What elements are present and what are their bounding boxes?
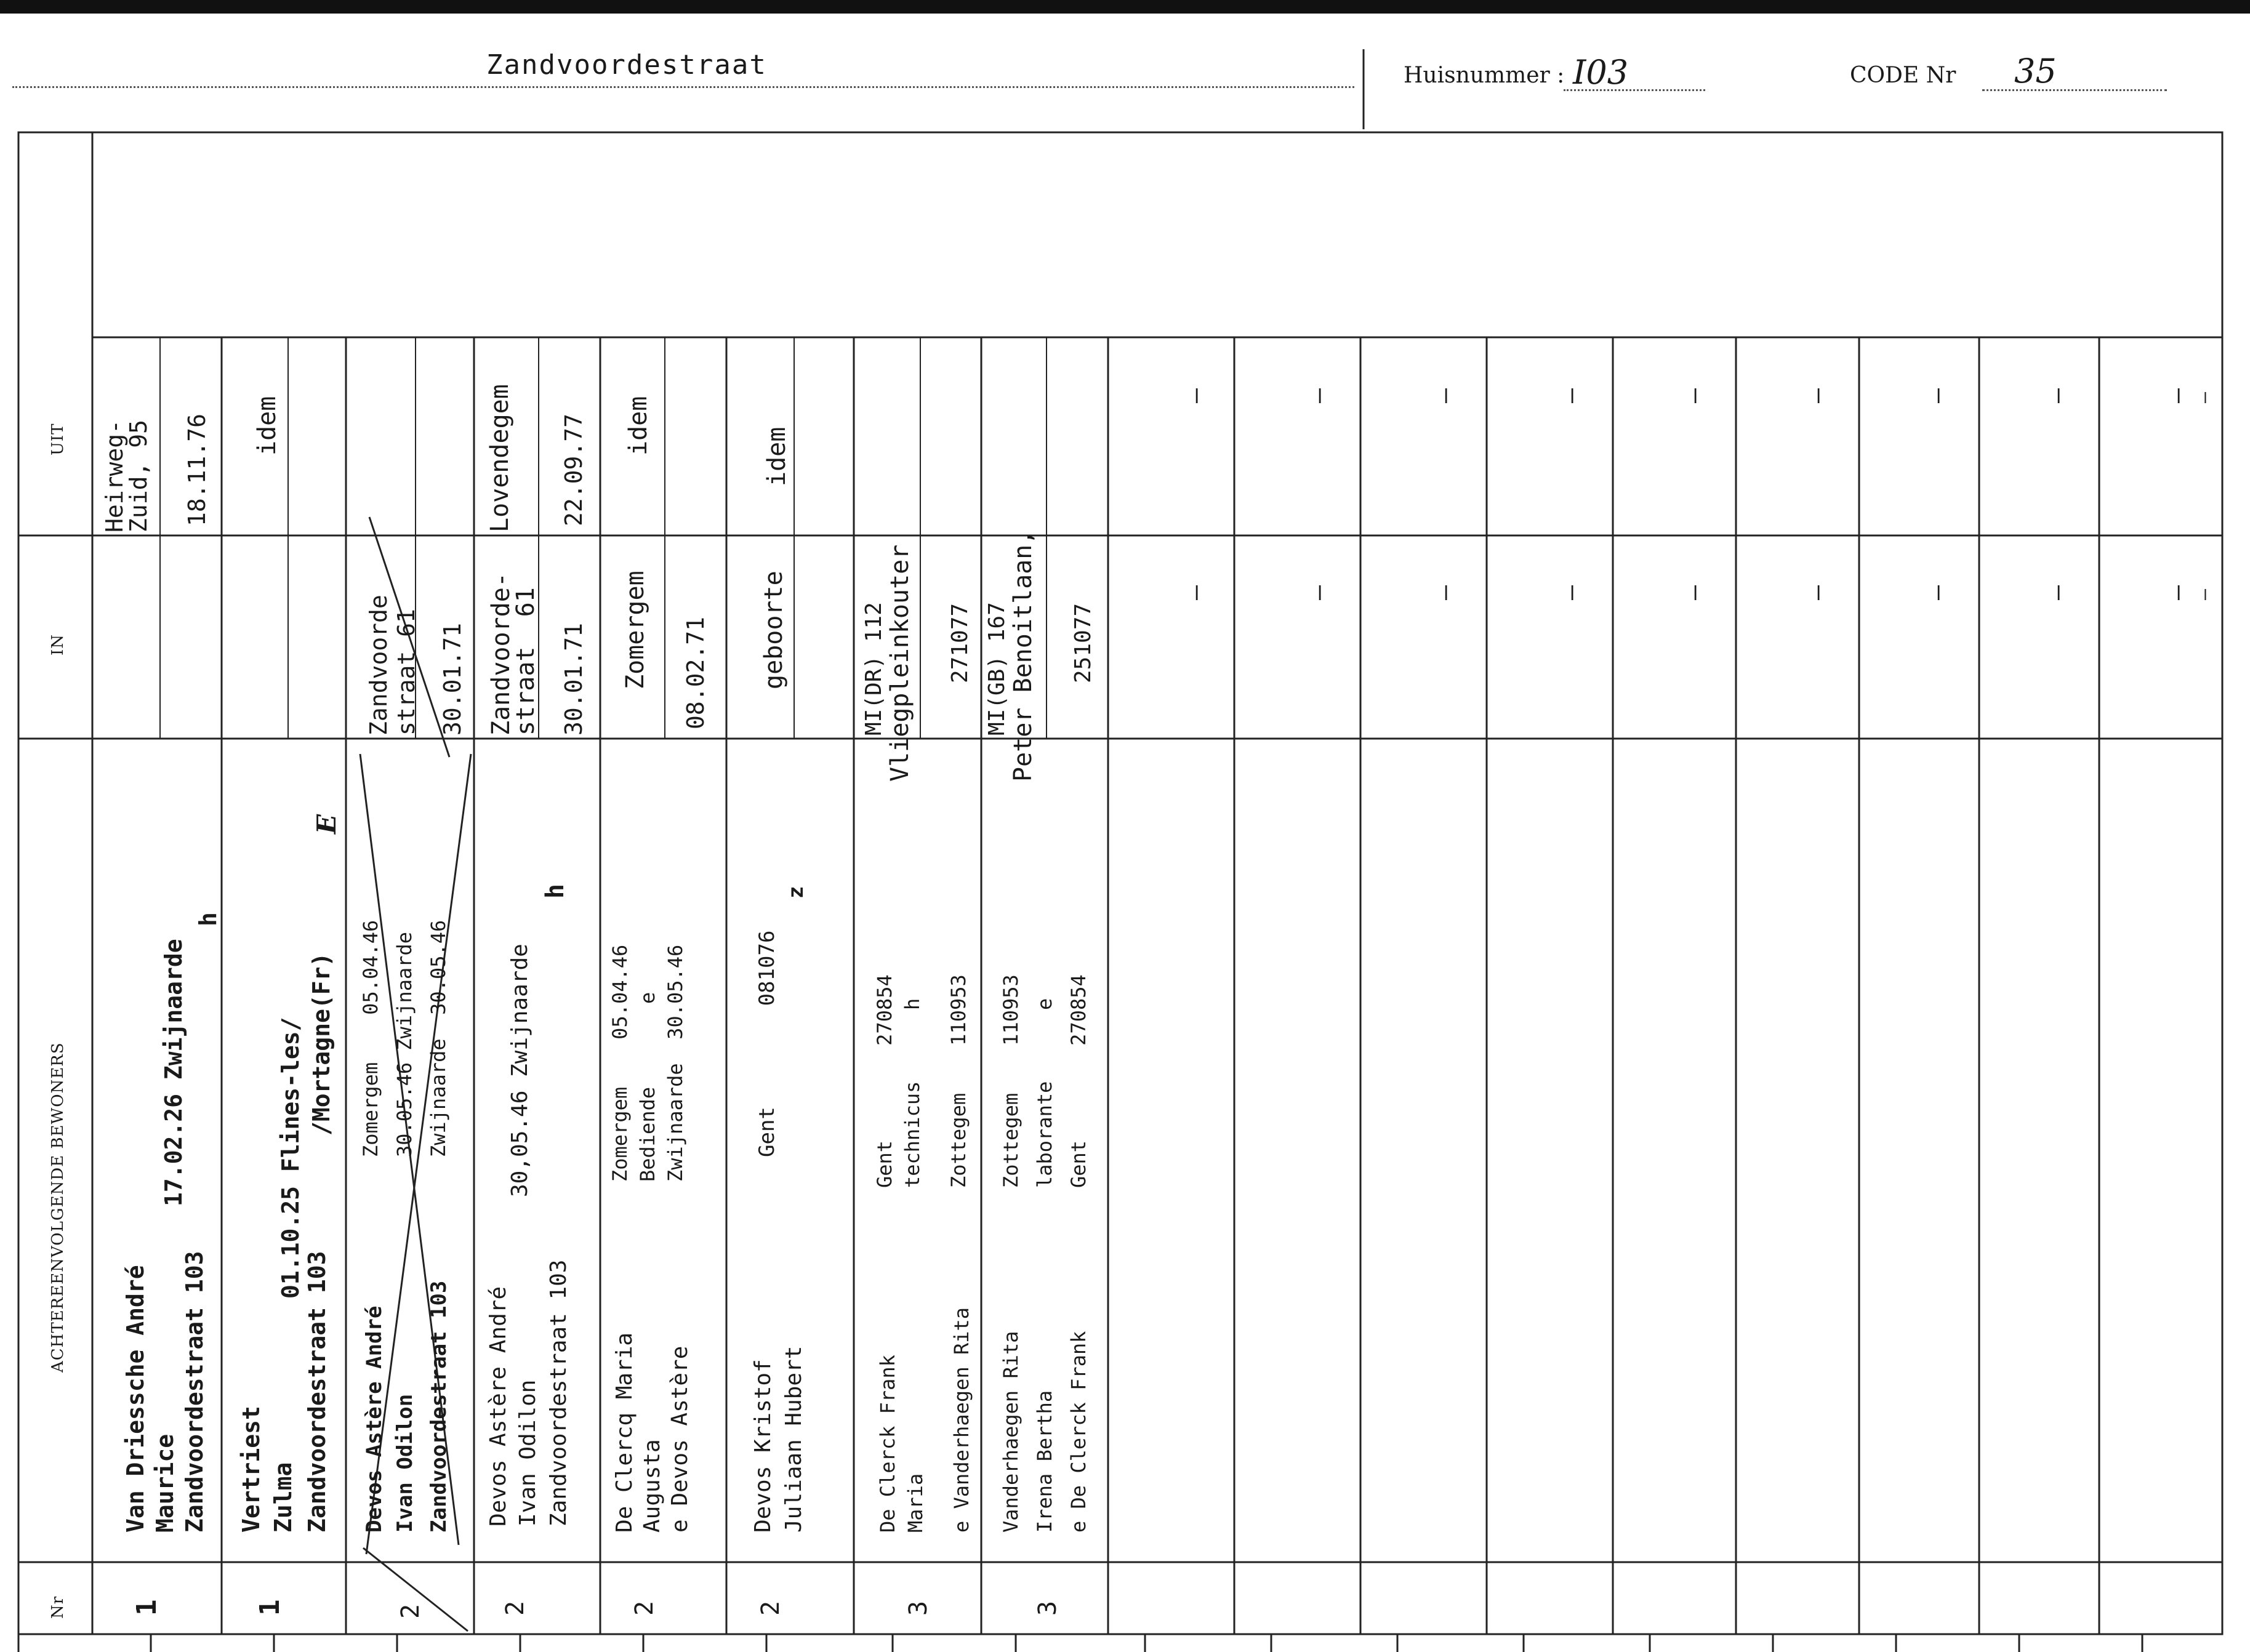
row-4-name-1: Devos Astère André <box>486 1286 511 1526</box>
row-5-name-1: De Clercq Maria <box>612 1332 637 1533</box>
row-2-name-2: Zulma <box>270 1462 297 1533</box>
row-7-birth-2: technicus h <box>901 998 924 1188</box>
row-3-in-1: Zandvoorde <box>365 595 392 736</box>
row-3-name-1: Devos Astère André <box>362 1305 387 1533</box>
row-6-name-2: Juliaan Hubert <box>781 1345 806 1533</box>
row-7-in-3: 271077 <box>947 603 973 683</box>
row-4-name-2: Ivan Odilon <box>515 1379 540 1526</box>
empty-row-2-in: — <box>1304 585 1333 600</box>
row-8-in-2: Peter Benoitlaan, <box>1009 529 1037 782</box>
empty-row-10-in: — <box>2194 588 2216 600</box>
empty-row-5-out: — <box>1680 388 1708 403</box>
row-8-birth-2: laborante e <box>1033 998 1056 1188</box>
row-8-name-3: e De Clerck Frank <box>1067 1331 1090 1533</box>
code-label: CODE Nr <box>1850 63 1956 88</box>
empty-row-8-in: — <box>2043 585 2071 600</box>
row-3-in-2: straat 61 <box>393 609 420 736</box>
row-2-out: idem <box>253 396 281 455</box>
col-header-out: UIT <box>49 423 67 455</box>
row-8-name-1: Vanderhaegen Rita <box>999 1331 1023 1533</box>
row-2-birth-2: /Mortagne(Fr) <box>308 952 335 1136</box>
col-header-nr: Nr <box>49 1595 67 1619</box>
row-1-out-2: Zuid, 95 <box>125 419 152 532</box>
row-6-name-1: Devos Kristof <box>750 1359 776 1533</box>
row-4-birth-marker: h <box>541 883 569 899</box>
empty-row-8-out: — <box>2043 388 2071 403</box>
row-3-in-3: 30.01.71 <box>439 622 466 736</box>
row-5-birth-1: Zomergem 05.04.46 <box>608 944 632 1182</box>
row-2-nr: 1 <box>254 1599 286 1616</box>
row-7-name-1: De Clerck Frank <box>876 1355 899 1533</box>
empty-row-1-in: — <box>1181 585 1210 600</box>
row-7-birth-3: Zottegem 110953 <box>947 974 970 1188</box>
empty-row-6-out: — <box>1803 388 1831 403</box>
row-7-birth-1: Gent 270854 <box>873 974 896 1188</box>
row-3-name-3: Zandvoordestraat 103 <box>427 1280 451 1533</box>
row-5-birth-3: Zwijnaarde 30.05.46 <box>664 944 687 1182</box>
row-4-out-2: 22.09.77 <box>560 413 587 526</box>
row-4-name-3: Zandvoordestraat 103 <box>546 1259 571 1526</box>
empty-row-4-out: — <box>1557 388 1585 403</box>
row-7-name-3: e Vanderhaegen Rita <box>950 1307 973 1533</box>
row-1-out-1: Heirweg- <box>101 419 128 532</box>
empty-row-5-in: — <box>1680 585 1708 600</box>
row-5-nr: 2 <box>630 1600 659 1616</box>
row-1-out-3: 18.11.76 <box>183 413 211 526</box>
row-3-nr: 2 <box>396 1603 425 1619</box>
row-2-handwritten-mark: E <box>311 814 342 834</box>
row-5-in-2: 08.02.71 <box>682 616 709 729</box>
row-8-nr: 3 <box>1034 1600 1062 1616</box>
row-7-in-1: MI(DR) 112 <box>861 602 886 736</box>
row-6-birth-marker: z <box>784 886 808 899</box>
row-6-nr: 2 <box>757 1600 785 1616</box>
row-4-in-2: straat 61 <box>512 587 540 736</box>
row-6-out: idem <box>763 427 791 486</box>
row-1-nr: 1 <box>131 1599 163 1616</box>
row-2-name-3: Zandvoordestraat 103 <box>303 1251 331 1533</box>
row-5-birth-2: Bediende e <box>636 992 659 1182</box>
row-7-in-2: Vliegpleinkouter <box>886 544 914 782</box>
row-1-birth: 17.02.26 Zwijnaarde <box>160 939 187 1206</box>
row-5-name-3: e Devos Astère <box>667 1345 693 1533</box>
row-8-in-1: MI(GB) 167 <box>984 602 1010 736</box>
row-8-name-2: Irena Bertha <box>1033 1390 1056 1533</box>
row-4-in-1: Zandvoorde- <box>487 572 515 736</box>
empty-row-4-in: — <box>1557 585 1585 600</box>
row-8-in-3: 251077 <box>1071 603 1096 683</box>
col-header-residents: ACHTEREENVOLGENDE BEWONERS <box>49 1042 67 1373</box>
row-3-birth-1: Zomergem 05.04.46 <box>359 920 382 1157</box>
row-8-birth-1: Zottegem 110953 <box>999 974 1023 1188</box>
row-4-nr: 2 <box>501 1600 529 1616</box>
code-value: 35 <box>2014 52 2057 90</box>
row-4-birth: 30,05.46 Zwijnaarde <box>507 944 532 1197</box>
empty-row-7-in: — <box>1923 585 1951 600</box>
row-7-nr: 3 <box>904 1600 933 1616</box>
row-4-out-1: Lovendegem <box>486 384 514 532</box>
empty-row-7-out: — <box>1923 388 1951 403</box>
row-1-birth-marker: h <box>195 912 222 926</box>
street-name: Zandvoordestraat <box>486 49 767 81</box>
empty-row-6-in: — <box>1803 585 1831 600</box>
empty-row-3-in: — <box>1431 585 1459 600</box>
row-3-birth-2: 30.05.46 Zwijnaarde <box>393 931 416 1157</box>
row-7-name-2: Maria <box>904 1473 927 1533</box>
empty-row-1-out: — <box>1181 388 1210 403</box>
row-4-in-3: 30.01.71 <box>560 622 587 736</box>
row-1-name-2: Maurice <box>151 1433 179 1533</box>
row-8-birth-3: Gent 270854 <box>1067 974 1090 1188</box>
row-1-name-1: Van Driessche André <box>122 1265 149 1533</box>
empty-row-9-in: — <box>2163 585 2192 600</box>
row-5-out: idem <box>624 396 653 455</box>
empty-row-9-out: — <box>2163 388 2192 403</box>
row-3-birth-3: Zwijnaarde 30.05.46 <box>427 920 450 1157</box>
empty-row-2-out: — <box>1304 388 1333 403</box>
row-3-name-2: Ivan Odilon <box>393 1393 417 1533</box>
empty-row-10-out: — <box>2194 391 2216 403</box>
house-number-value: I03 <box>1573 53 1629 92</box>
row-5-in-1: Zomergem <box>621 571 649 689</box>
row-2-birth-1: 01.10.25 Flines-les/ <box>277 1017 304 1299</box>
house-number-label: Huisnummer : <box>1404 63 1565 88</box>
row-5-name-2: Augusta <box>640 1439 665 1533</box>
row-2-name-1: Vertriest <box>238 1406 265 1533</box>
row-6-birth: Gent 081076 <box>755 930 779 1157</box>
row-6-in: geboorte <box>760 571 788 689</box>
col-header-in: IN <box>49 633 67 656</box>
row-1-name-3: Zandvoordestraat 103 <box>181 1251 208 1533</box>
empty-row-3-out: — <box>1431 388 1459 403</box>
